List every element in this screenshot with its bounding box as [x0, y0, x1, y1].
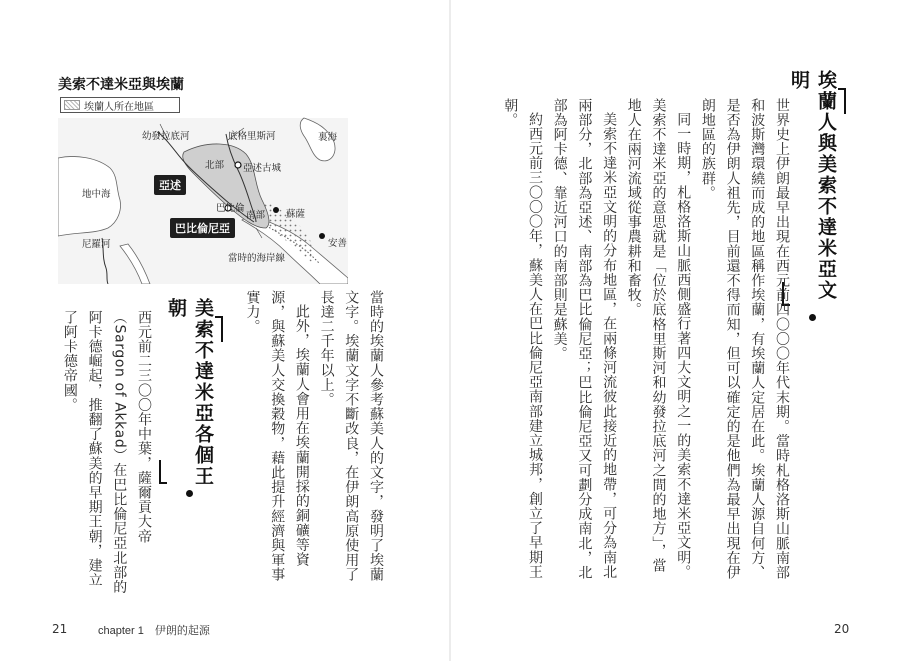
- section-heading-text: 美索不達米亞各個王朝: [165, 298, 214, 487]
- label-caspian: 裏海: [318, 132, 338, 143]
- paragraph: 美索不達米亞文明的分布地區，在兩條河流彼此接近的地帶，可分為南北兩部分，北部為亞述、南部為巴比倫尼亞；巴比倫尼亞又可劃分成南北，北部為阿卡德、靠近河口的南部則是蘇美。: [551, 98, 618, 580]
- legend-label: 埃蘭人所在地區: [84, 101, 154, 113]
- section-heading-text: 埃蘭人與美索不達米亞文明: [788, 70, 837, 301]
- label-south: 南部: [246, 210, 266, 221]
- left-page-body-upper: [206, 290, 388, 590]
- label-assyria-city: 亞述古城: [243, 163, 282, 174]
- paragraph: 當時的埃蘭人參考蘇美人的文字，發明了埃蘭文字。埃蘭文字不斷改良，在伊朗高原使用了長達二千年以上。: [318, 290, 384, 582]
- label-mediterranean: 地中海: [82, 189, 111, 200]
- running-head: chapter 1 伊朗的起源: [98, 625, 210, 637]
- page-number-left: 21: [52, 622, 68, 636]
- susa-marker: [273, 207, 279, 213]
- label-anshan: 安善: [328, 238, 348, 249]
- heading-bullet-dot: [801, 314, 823, 321]
- label-coastline: 當時的海岸線: [228, 253, 286, 264]
- paragraph: 同一時期，札格洛斯山脈西側盛行著四大文明之一的美索不達米亞文明。美索不達米亞的意思就是「位於底格里斯河和幼發拉底河之間的地方」，當地人在兩河流域從事農耕和畜牧。: [625, 98, 692, 580]
- left-page-body-lower: [48, 310, 156, 600]
- page-number-right: 20: [834, 622, 850, 636]
- heading-bullet-dot: [178, 490, 200, 497]
- paragraph: 約西元前三〇〇〇年，蘇美人在巴比倫尼亞南部建立城邦，創立了早期王朝。: [502, 98, 543, 580]
- label-nile: 尼羅河: [82, 239, 111, 250]
- map-title: 美索不達米亞與埃蘭: [58, 77, 184, 93]
- assyria-city-marker: [235, 162, 241, 168]
- label-babylon: 巴比倫: [216, 203, 245, 214]
- tag-babylonia: 巴比倫尼亞: [170, 218, 235, 238]
- tag-assyria: 亞述: [154, 175, 186, 195]
- page-gutter: [449, 0, 451, 661]
- anshan-marker: [319, 233, 325, 239]
- section-heading-dynasties: [163, 298, 217, 498]
- label-euphrates: 幼發拉底河: [142, 131, 190, 142]
- paragraph: 世界史上伊朗最早出現在西元前四〇〇〇年代末期。當時札格洛斯山脈南部和波斯灣環繞而成的地區稱作埃蘭，有埃蘭人定居在此。埃蘭人源自何方、是否為伊朗人祖先，目前還不得而知，但可以確定的是他們為最早出現在伊朗地區的族群。: [699, 98, 790, 580]
- section-heading-elam: [786, 70, 840, 320]
- label-north: 北部: [205, 160, 225, 171]
- label-tigris: 底格里斯河: [228, 131, 276, 142]
- label-susa: 蘇薩: [286, 209, 306, 220]
- paragraph: 西元前二三〇〇年中葉，薩爾貢大帝（Sargon of Akkad）在巴比倫尼亞北部的阿卡德崛起，推翻了蘇美的早期王朝，建立了阿卡德帝國。: [61, 310, 152, 595]
- right-page-body: [494, 98, 794, 580]
- paragraph: 此外，埃蘭人會用在埃蘭開採的銅礦等資源，與蘇美人交換穀物，藉此提升經濟與軍事實力。: [244, 290, 310, 582]
